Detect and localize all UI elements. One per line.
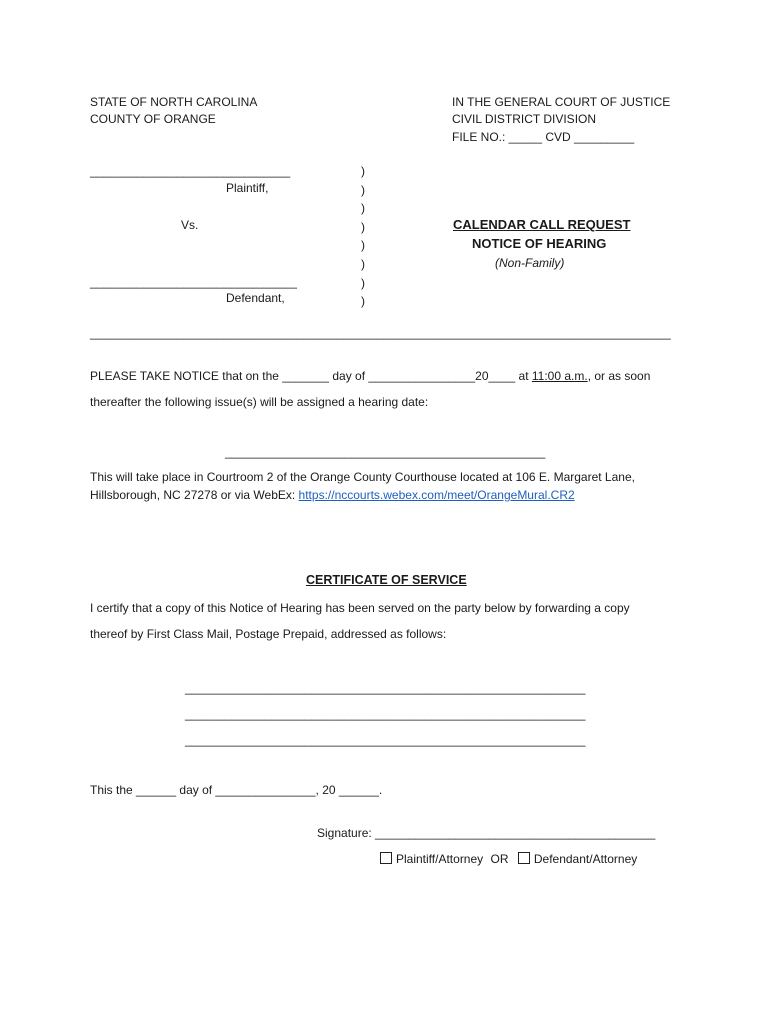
defendant-label: Defendant,: [226, 291, 285, 305]
file-number: FILE NO.: _____ CVD _________: [452, 130, 635, 144]
hearing-time: 11:00 a.m.: [531, 369, 588, 383]
notice-text-post: , or as soon: [587, 369, 651, 383]
bracket-mark: ): [361, 238, 365, 253]
non-family-note: (Non-Family): [495, 256, 565, 270]
caption-bracket: [361, 162, 371, 311]
defendant-name-line: _______________________________: [90, 275, 297, 289]
webex-link[interactable]: https://nccourts.webex.com/meet/OrangeMural.CR2: [298, 488, 575, 502]
issue-line: ________________________________________________: [225, 445, 546, 459]
section-divider: _______________________________________________________________________________________: [90, 326, 671, 340]
notice-text-pre: PLEASE TAKE NOTICE that on the _______ day of ________________20____ at: [90, 369, 532, 383]
division-label: CIVIL DISTRICT DIVISION: [452, 112, 597, 126]
document-subtitle: NOTICE OF HEARING: [472, 236, 607, 251]
versus-label: Vs.: [181, 218, 199, 232]
certificate-title: CERTIFICATE OF SERVICE: [306, 573, 467, 587]
defendant-option-label: Defendant/Attorney: [533, 852, 638, 866]
plaintiff-checkbox[interactable]: [380, 852, 392, 864]
notice-line-1: [90, 368, 650, 385]
court-label: IN THE GENERAL COURT OF JUSTICE: [452, 95, 671, 109]
or-label: OR: [490, 852, 509, 866]
defendant-checkbox[interactable]: [518, 852, 530, 864]
bracket-mark: ): [361, 275, 365, 290]
bracket-mark: ): [361, 201, 365, 216]
party-options: [380, 851, 637, 868]
address-line-3: ____________________________________________________________: [185, 733, 586, 747]
signature-label: Signature:: [317, 826, 372, 840]
location-line-1: This will take place in Courtroom 2 of the Orange County Courthouse located at 106 E. Margaret Lane,: [90, 470, 635, 484]
state-label: STATE OF NORTH CAROLINA: [90, 95, 258, 109]
bracket-mark: ): [361, 256, 365, 271]
certificate-line-1: I certify that a copy of this Notice of Hearing has been served on the party below by forwarding a copy: [90, 601, 630, 615]
plaintiff-option-label: Plaintiff/Attorney: [396, 852, 484, 866]
date-line: This the ______ day of _______________, 20 ______.: [90, 783, 383, 797]
plaintiff-label: Plaintiff,: [226, 181, 269, 195]
bracket-mark: ): [361, 182, 365, 197]
bracket-mark: ): [361, 219, 365, 234]
county-label: COUNTY OF ORANGE: [90, 112, 216, 126]
signature-row: [317, 825, 655, 842]
bracket-mark: ): [361, 164, 365, 178]
plaintiff-name-line: ______________________________: [90, 164, 291, 178]
location-line-2: [90, 487, 575, 504]
document-title: CALENDAR CALL REQUEST: [453, 217, 631, 232]
address-line-2: ____________________________________________________________: [185, 707, 586, 721]
bracket-mark: ): [361, 294, 365, 309]
address-line-1: ____________________________________________________________: [185, 681, 586, 695]
location-text: Hillsborough, NC 27278 or via WebEx:: [90, 488, 299, 502]
certificate-line-2: thereof by First Class Mail, Postage Prepaid, addressed as follows:: [90, 627, 447, 641]
signature-line: __________________________________________: [375, 826, 656, 840]
notice-line-2: thereafter the following issue(s) will be assigned a hearing date:: [90, 395, 429, 409]
